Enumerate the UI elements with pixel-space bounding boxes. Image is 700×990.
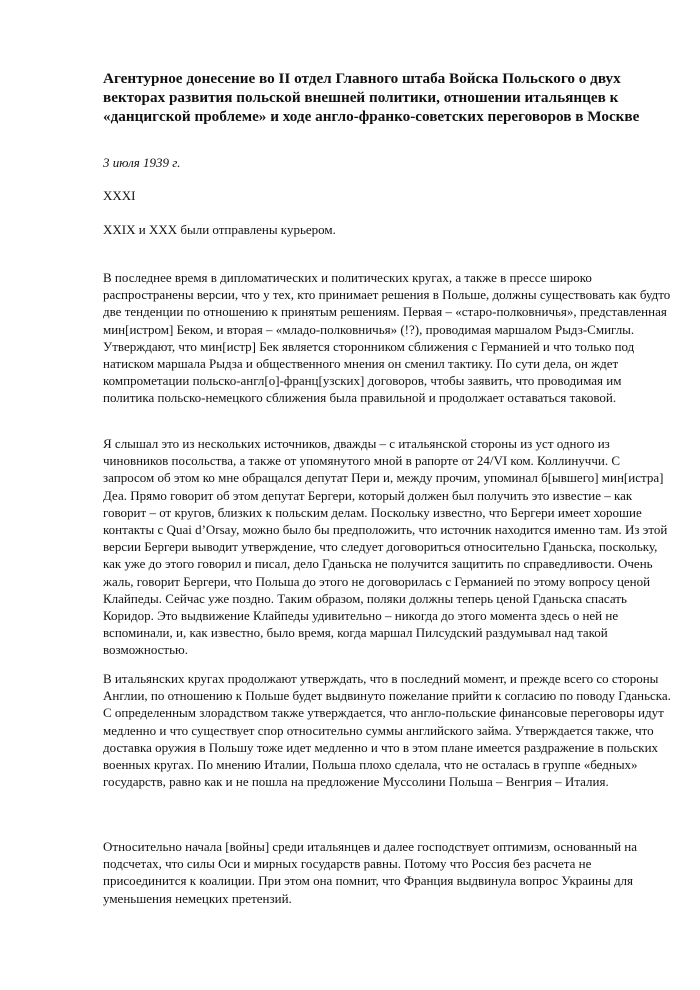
paragraph-2: Я слышал это из нескольких источников, дважды – с итальянской стороны из уст одного из чиновников посольства, а также от упомянутого мной в рапорте от 24/VI ком. Коллинуччи. С запросом об этом ко мне обращался депутат Пери и, между прочим, упоминал б[ывшего] мин[истра] Деа. Прямо говорит об этом депутат Бергери, который должен был получить это известие – как говорит – от кругов, близких к польским делам. Поскольку известно, что Бергери имеет хорошие контакты с Quai d’Orsay, можно было бы предположить, что источник находится именно там. Из этой версии Бергери выводит утверждение, что следует договориться относительно Гданьска, поскольку, как уже до этого говорил и писал, дело Гданьска не получится защитить по справедливости. Очень жаль, говорит Бергери, что Польша до этого не договорилась с Германией по этому вопросу ценой Клайпеды. Сейчас уже поздно. Таким образом, поляки должны теперь ценой Гданьска спасать Коридор. Это выдвижение Клайпеды удивительно – никогда до этого момента здесь о ней не вспоминали, и, как известно, было время, когда маршал Пилсудский раздумывал над такой возможностью. [103, 436, 668, 658]
document-number: XXXI [103, 188, 136, 203]
paragraph-4: Относительно начала [войны] среди итальянцев и далее господствует оптимизм, основанный на подсчетах, что силы Оси и мирных государств равны. Потому что Россия без расчета не присоединится к коалиции. При этом она помнит, что Франция выдвинула вопрос Украины для уменьшения немецких претензий. [103, 839, 638, 906]
paragraph-1: В последнее время в дипломатических и политических кругах, а также в прессе широко распространены версии, что у тех, кто принимает решения в Польше, должны существовать как будто две тенденции по отношению к принятым решениям. Первая – «старо-полковничья», представленная мин[истром] Беком, и вторая – «младо-полковничья» (!?), проводимая маршалом Рыдз-Смиглы. Утверждают, что мин[истр] Бек является сторонником сближения с Германией и что только под натиском маршала Рыдза и общественного мнения он сменил тактику. По сути дела, он ждет компрометации польско-англ[о]-франц[узских] договоров, чтобы заявить, что проводимая им политика польско-немецкого сближения была правильной и продолжает оставаться таковой. [103, 270, 671, 406]
document-date: 3 июля 1939 г. [103, 155, 181, 170]
courier-note: XXIX и XXX были отправлены курьером. [103, 222, 336, 237]
document-title: Агентурное донесение во II отдел Главного штаба Войска Польского о двух векторах развития польской внешней политики, отношении итальянцев к «данцигской проблеме» и ходе англо-франко-советских переговоров в Москве [103, 70, 640, 125]
paragraph-3: В итальянских кругах продолжают утверждать, что в последний момент, и прежде всего со стороны Англии, по отношению к Польше будет выдвинуто пожелание прийти к согласию по поводу Гданьска. С определенным злорадством также утверждается, что англо-польские финансовые переговоры идут медленно и что существует спор относительно суммы английского займа. Утверждается также, что доставка оружия в Польшу тоже идет медленно и что в этом плане имеется раздражение в польских военных кругах. По мнению Италии, Польша плохо сделала, что не осталась в группе «бедных» государств, равно как и не пошла на предложение Муссолини Польша – Венгрия – Италия. [103, 671, 671, 790]
